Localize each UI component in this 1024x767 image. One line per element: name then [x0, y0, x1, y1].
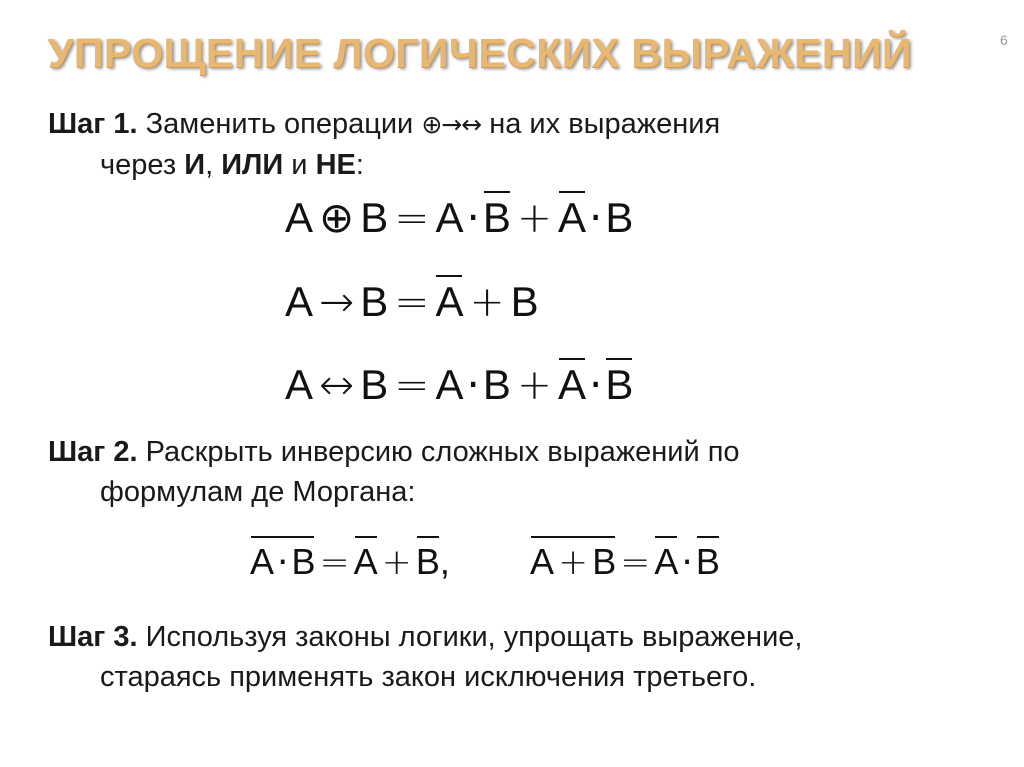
plus-symbol: + [469, 277, 505, 326]
equals-symbol: = [319, 542, 350, 583]
var-b: B [605, 194, 634, 241]
var-b: B [291, 541, 316, 582]
var-not-b: B [482, 194, 511, 241]
var-not-b: B [415, 541, 440, 582]
var-b: B [482, 361, 511, 408]
var-a: A [530, 541, 555, 582]
equals-symbol: = [394, 360, 430, 409]
step1-line2: через [100, 149, 177, 181]
step1-text-a: Заменить операции [145, 108, 414, 140]
equals-symbol: = [394, 277, 430, 326]
formula-implication [285, 278, 539, 326]
comma: , [205, 149, 214, 181]
var-b: B [360, 194, 389, 241]
slide-title: УПРОЩЕНИЕ ЛОГИЧЕСКИХ ВЫРАЖЕНИЙ [48, 30, 913, 76]
step2-text [48, 432, 740, 512]
step1-text-b: на их выражения [489, 108, 721, 140]
var-not-b: B [695, 541, 720, 582]
step2-line2: формулам де Моргана: [100, 476, 416, 508]
negated-product [250, 540, 315, 585]
plus-symbol: + [381, 542, 412, 583]
xor-symbol: ⊕ [319, 193, 355, 242]
var-not-a: A [558, 361, 587, 408]
and-dot: · [589, 360, 603, 409]
formula-demorgan-1 [250, 540, 450, 585]
var-b: B [360, 278, 389, 325]
var-a: A [285, 361, 314, 408]
var-a: A [435, 361, 464, 408]
comma: , [439, 541, 450, 582]
slide-number: 6 [1000, 32, 1008, 48]
plus-symbol: + [516, 193, 553, 242]
var-not-b: B [605, 361, 634, 408]
step3-text [48, 617, 802, 697]
operations-symbols: ⊕→↔ [421, 110, 482, 139]
step1-label: Шаг 1. [48, 108, 138, 140]
var-not-a: A [435, 278, 464, 325]
colon: : [355, 149, 364, 181]
plus-symbol: + [558, 542, 589, 583]
var-a: A [285, 194, 314, 241]
formula-xor [285, 194, 633, 242]
formula-equivalence [285, 361, 633, 409]
and-dot: · [589, 193, 603, 242]
step3-line2: стараясь применять закон исключения третьего. [100, 661, 757, 693]
var-a: A [285, 278, 314, 325]
plus-symbol: + [516, 360, 553, 409]
word-not: НЕ [315, 149, 356, 181]
step2-label: Шаг 2. [48, 436, 138, 468]
var-not-a: A [353, 541, 378, 582]
step2-line1: Раскрыть инверсию сложных выражений по [145, 436, 740, 468]
implication-arrow: → [319, 277, 355, 326]
var-b: B [592, 541, 617, 582]
var-a: A [250, 541, 275, 582]
var-not-a: A [654, 541, 679, 582]
formula-demorgan-2 [530, 540, 720, 585]
negated-sum [530, 540, 616, 585]
var-a: A [435, 194, 464, 241]
word-or: ИЛИ [221, 149, 284, 181]
and-dot: · [277, 542, 289, 583]
word-and-plain: и [291, 149, 308, 181]
step3-label: Шаг 3. [48, 621, 138, 653]
equivalence-arrow: ↔ [319, 360, 355, 409]
equals-symbol: = [620, 542, 651, 583]
and-dot: · [681, 542, 693, 583]
and-dot: · [466, 193, 480, 242]
var-not-a: A [558, 194, 587, 241]
and-dot: · [466, 360, 480, 409]
var-b: B [510, 278, 539, 325]
equals-symbol: = [394, 193, 430, 242]
var-b: B [360, 361, 389, 408]
step3-line1: Используя законы логики, упрощать выражение, [145, 621, 803, 653]
step1-text [48, 104, 720, 185]
word-and: И [184, 149, 206, 181]
